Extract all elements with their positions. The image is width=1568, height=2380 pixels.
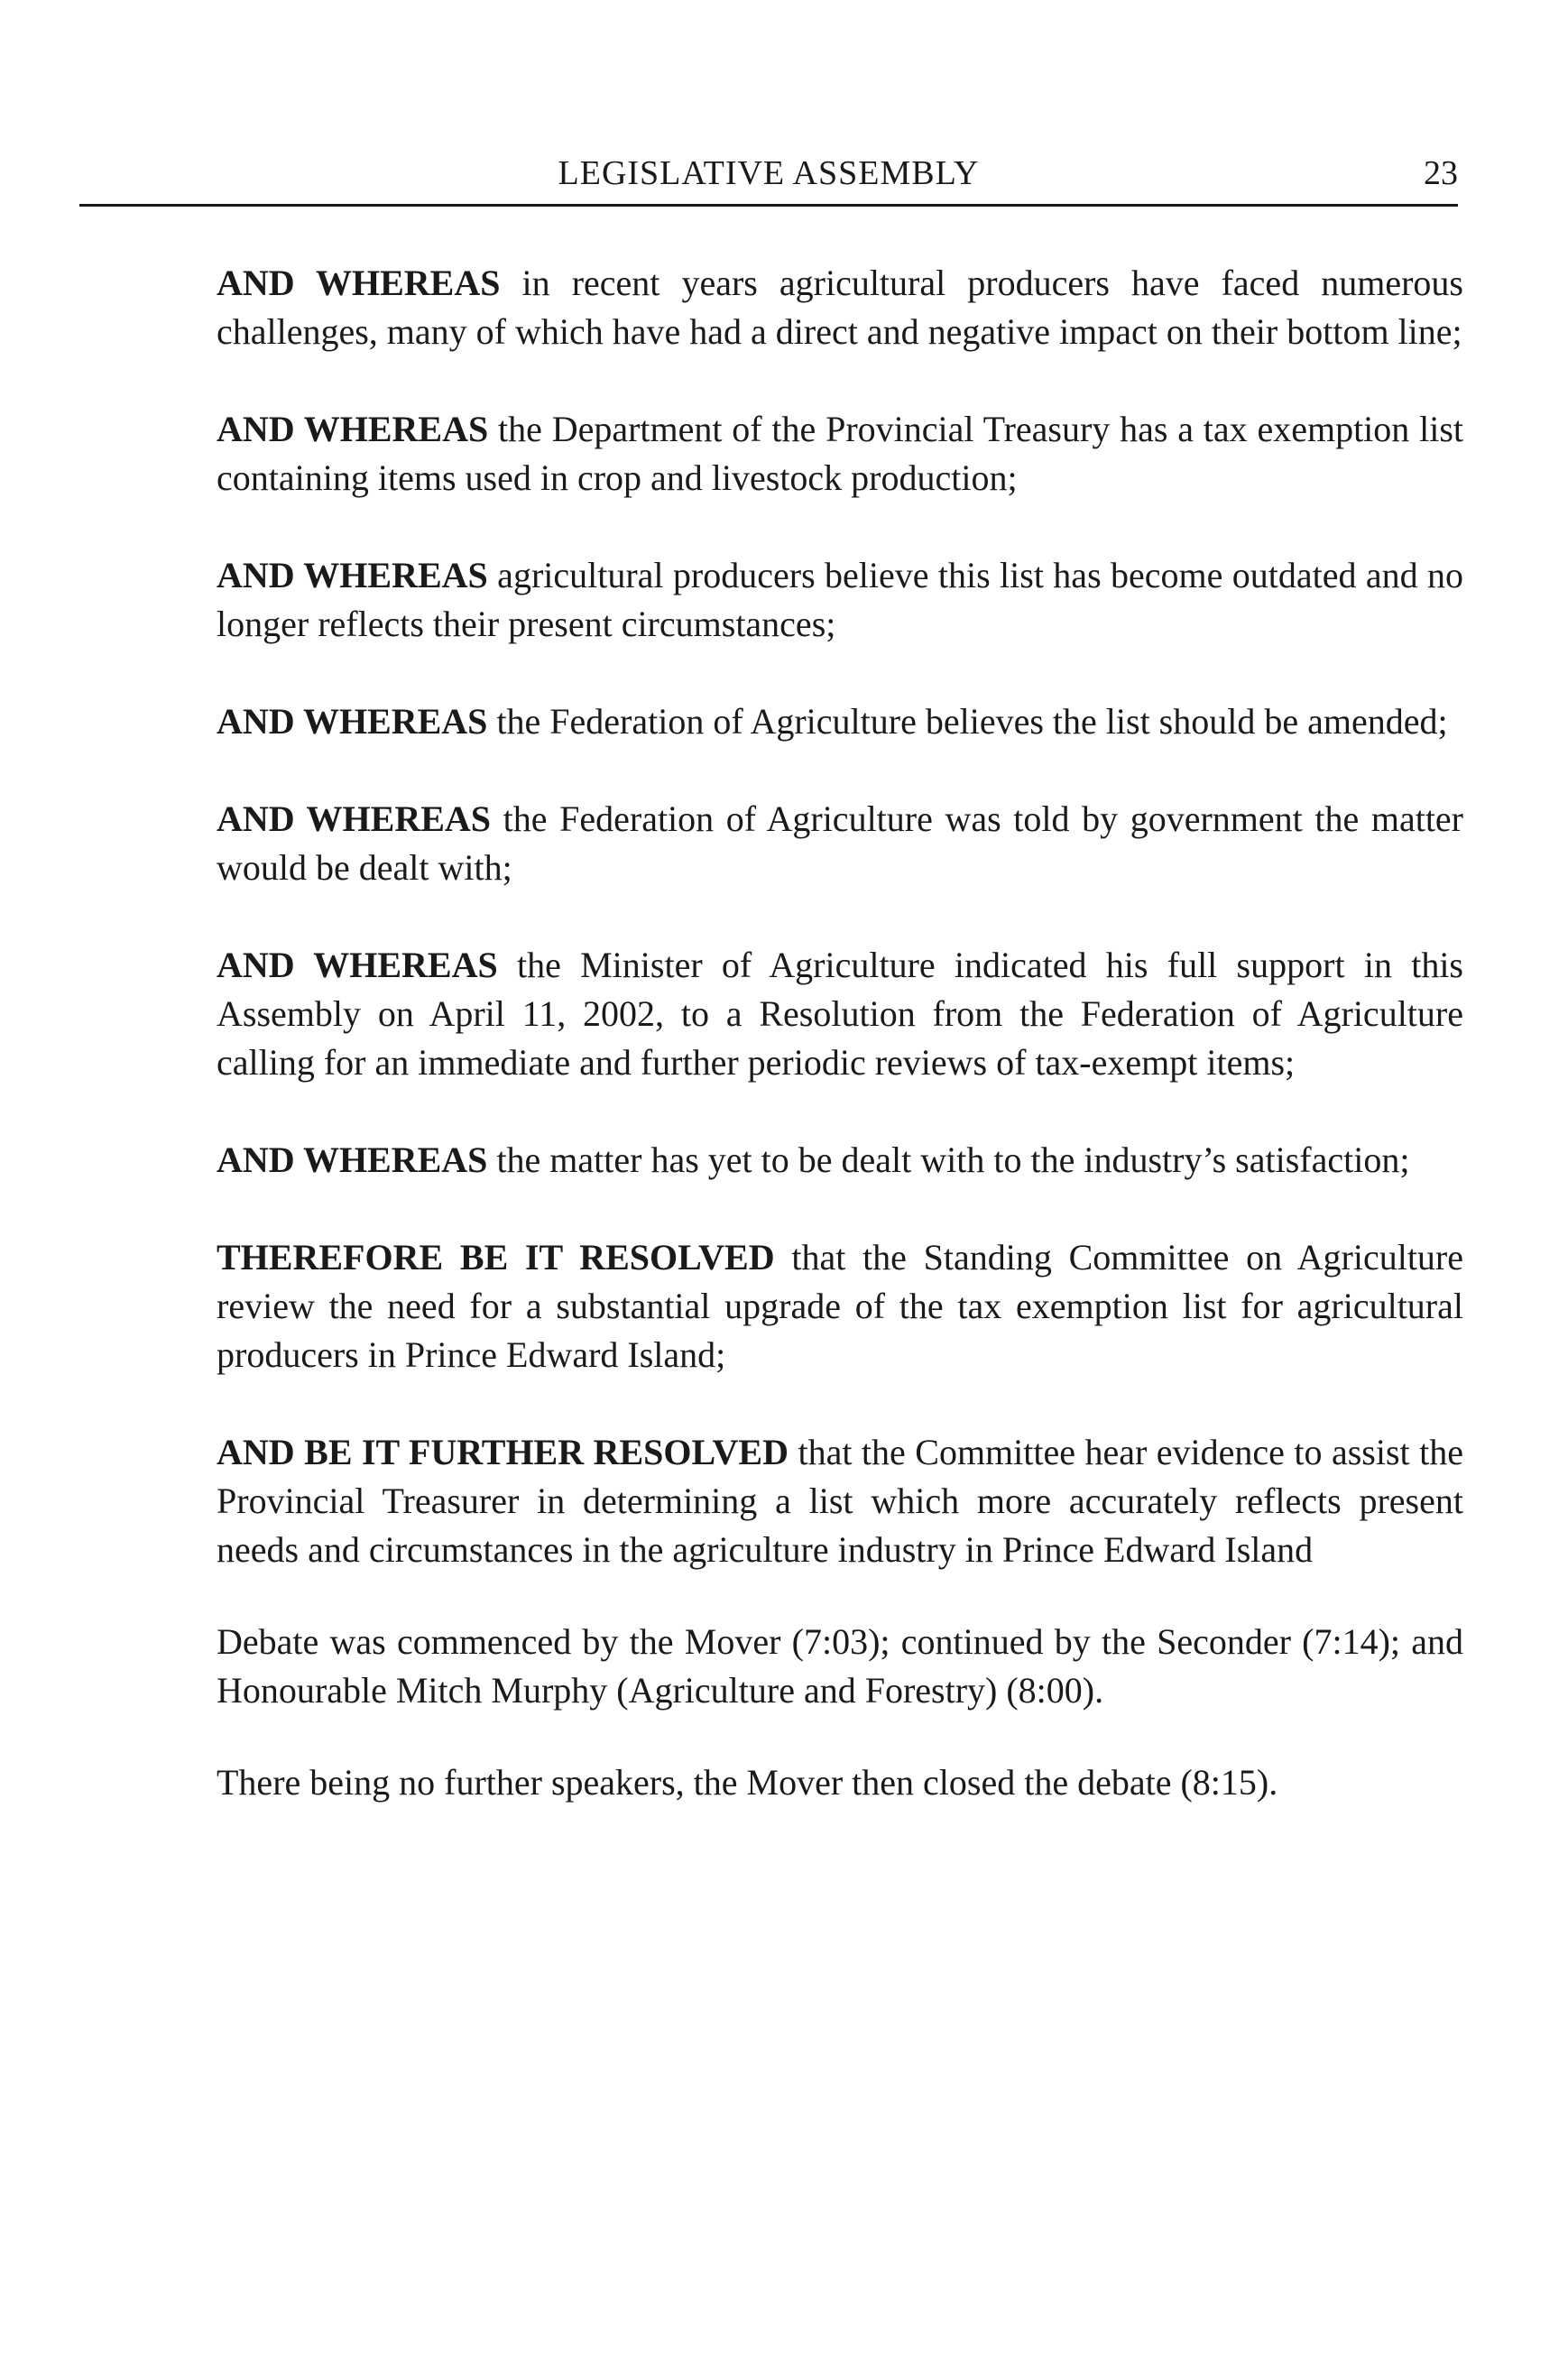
- clause-lead: AND WHEREAS: [217, 945, 498, 985]
- running-header: [79, 153, 1458, 207]
- closing-note: There being no further speakers, the Mover then closed the debate (8:15).: [217, 1762, 1278, 1803]
- clause-text: the matter has yet to be dealt with to the industry’s satisfaction;: [487, 1139, 1410, 1180]
- whereas-clause-3: [217, 551, 1463, 649]
- resolved-clause: [217, 1233, 1463, 1379]
- page-number: 23: [1424, 154, 1458, 192]
- clause-text: that the Standing Committee on Agriculture review the need for a substantial upgrade of the tax exemption list for agricultural producers in Prince Edward Island;: [217, 1237, 1464, 1375]
- whereas-clause-5: [217, 795, 1463, 892]
- clause-lead: AND WHEREAS: [217, 409, 489, 449]
- further-resolved-clause: [217, 1428, 1463, 1574]
- clause-text: agricultural producers believe this list has become outdated and no longer reflects their present circumstances;: [217, 555, 1463, 644]
- document-body: [217, 259, 1463, 1807]
- clause-lead: AND WHEREAS: [217, 1139, 488, 1180]
- clause-lead: AND WHEREAS: [217, 555, 488, 595]
- clause-text: that the Committee hear evidence to assist the Provincial Treasurer in determining a list which more accurately reflects present needs and circumstances in the agriculture industry in Prince Edward Island: [217, 1432, 1464, 1570]
- clause-text: the Minister of Agriculture indicated his full support in this Assembly on April 11, 2002, to a Resolution from the Federation of Agriculture calling for an immediate and further periodic reviews of tax-exempt items;: [217, 945, 1463, 1083]
- whereas-clause-6: [217, 941, 1463, 1087]
- clause-text: in recent years agricultural producers have faced numerous challenges, many of which have had a direct and negative impact on their bottom line;: [217, 263, 1463, 352]
- clause-lead: AND BE IT FURTHER RESOLVED: [217, 1432, 789, 1472]
- clause-lead: AND WHEREAS: [217, 798, 492, 839]
- header-title: LEGISLATIVE ASSEMBLY: [558, 154, 980, 192]
- clause-text: the Federation of Agriculture was told by government the matter would be dealt with;: [217, 798, 1464, 888]
- whereas-clause-2: [217, 405, 1463, 503]
- debate-note: Debate was commenced by the Mover (7:03); continued by the Seconder (7:14); and Honourable Mitch Murphy (Agriculture and Forestry) (8:00).: [217, 1621, 1463, 1711]
- clause-lead: AND WHEREAS: [217, 701, 488, 742]
- whereas-clause-1: [217, 259, 1463, 356]
- clause-lead: THEREFORE BE IT RESOLVED: [217, 1237, 775, 1278]
- clause-lead: AND WHEREAS: [217, 263, 501, 303]
- clause-text: the Federation of Agriculture believes the list should be amended;: [487, 701, 1448, 742]
- clause-text: the Department of the Provincial Treasury has a tax exemption list containing items used in crop and livestock production;: [217, 409, 1463, 498]
- whereas-clause-7: [217, 1136, 1463, 1185]
- whereas-clause-4: [217, 697, 1463, 746]
